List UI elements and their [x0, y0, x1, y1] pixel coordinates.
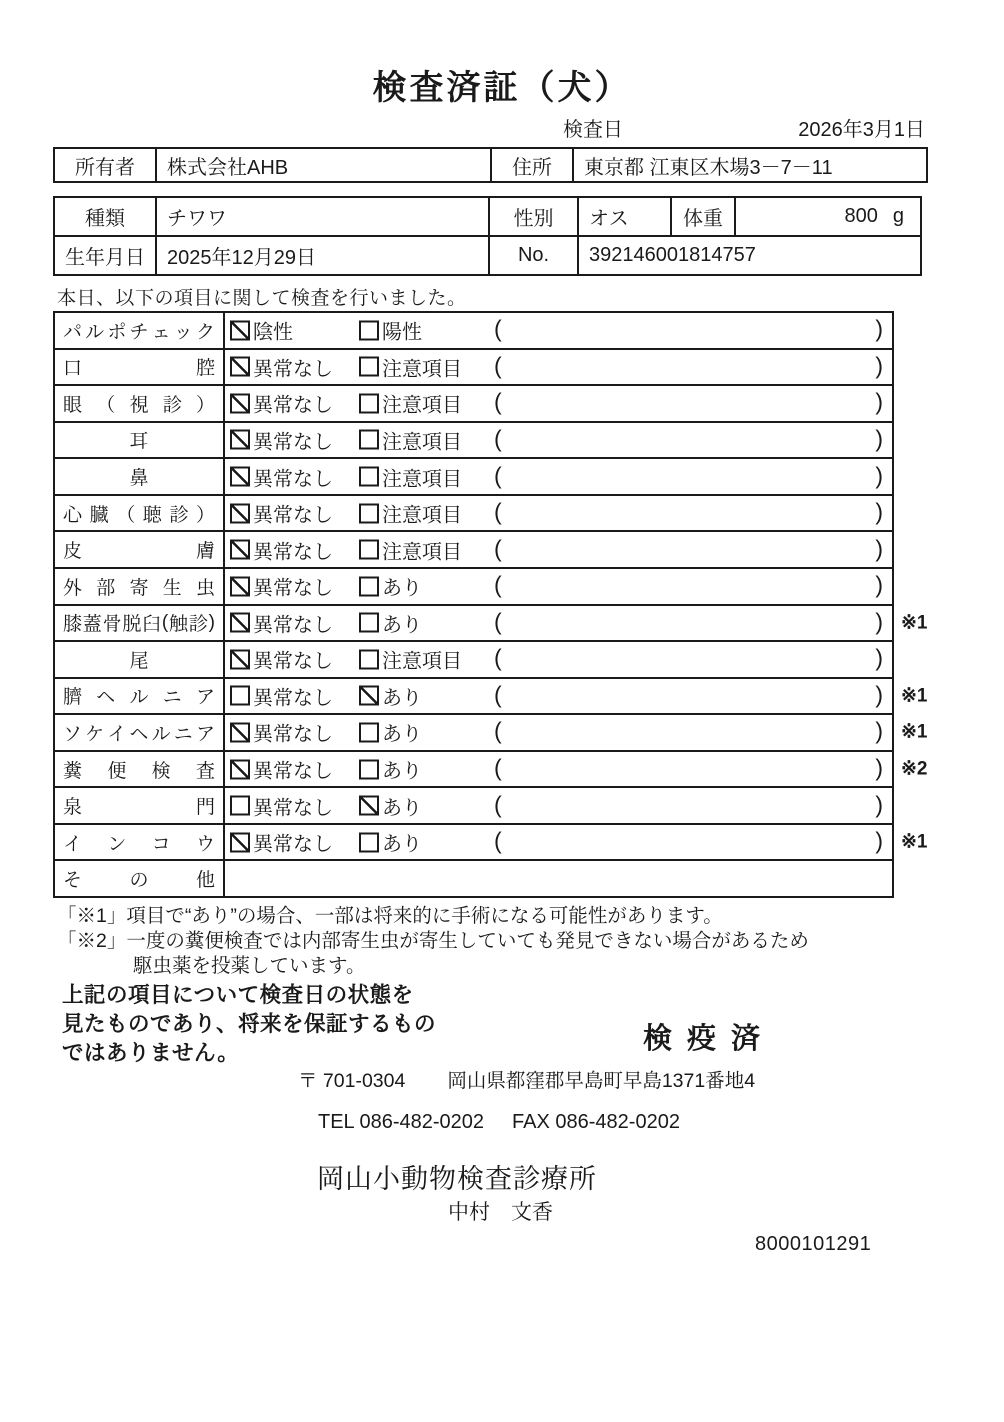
checkbox-label: 注意項目: [382, 650, 462, 673]
clinic-postal-code: 〒 701-0304: [298, 1070, 406, 1092]
exam-item-char: コ: [151, 833, 171, 855]
exam-result-cell: [225, 606, 928, 641]
checkbox-unchecked-icon: [359, 649, 379, 669]
checkbox-label: 注意項目: [382, 504, 462, 527]
checkbox-label: 異常なし: [253, 504, 333, 527]
owner-value: 株式会社AHB: [157, 149, 492, 181]
owner-table: [53, 147, 928, 183]
checklist-row: [55, 861, 892, 896]
disclaimer-line-2: 見たものであり、将来を保証するもの: [62, 1012, 437, 1036]
exam-item-name: [55, 825, 225, 860]
exam-item-char: 臓: [89, 504, 109, 526]
checkbox-unchecked-icon: [359, 503, 379, 523]
checkbox-unchecked-icon: [359, 393, 379, 413]
exam-result-cell: [225, 642, 892, 677]
exam-result-cell: [225, 532, 892, 567]
animal-table: [53, 196, 922, 276]
result-option: [230, 499, 333, 528]
page-title: 検査済証（犬）: [372, 69, 632, 107]
clinic-tel-fax-line: [318, 1111, 680, 1134]
exam-item-char: 腔: [195, 358, 215, 380]
result-option: [230, 535, 333, 564]
checklist-row: [55, 679, 928, 716]
exam-item-char: 心: [63, 504, 83, 526]
open-paren-text: (: [494, 608, 502, 635]
exam-item-name: [55, 496, 225, 531]
exam-item-char: ア: [195, 687, 215, 709]
exam-item-char: 眼: [63, 394, 83, 416]
open-paren-text: (: [494, 681, 502, 708]
exam-item-char: 臼: [142, 614, 162, 636]
exam-result-cell: [225, 752, 928, 787]
exam-item-name: [55, 313, 225, 348]
checkbox-unchecked-icon: [359, 832, 379, 852]
checkbox-checked-icon: [230, 357, 250, 377]
checkbox-checked-icon: [359, 796, 379, 816]
exam-item-char: 寄: [129, 577, 149, 599]
exam-item-char: 部: [96, 577, 116, 599]
checkbox-label: 異常なし: [253, 541, 333, 564]
result-option: [230, 425, 333, 454]
checkbox-checked-icon: [230, 430, 250, 450]
checkbox-label: 異常なし: [253, 614, 333, 637]
checklist-table: [53, 311, 928, 898]
exam-item-char: 門: [195, 797, 215, 819]
checkbox-label: 異常なし: [253, 833, 333, 856]
exam-item-char: イ: [63, 833, 83, 855]
exam-item-char: 蓋: [82, 614, 102, 636]
checkbox-label: あり: [382, 614, 422, 637]
exam-item-name: [55, 788, 225, 823]
checkbox-checked-icon: [230, 576, 250, 596]
exam-item-char: 皮: [63, 541, 83, 563]
checkbox-checked-icon: [230, 320, 250, 340]
close-paren-text: ): [875, 681, 883, 708]
checkbox-label: 注意項目: [382, 468, 462, 491]
checkbox-checked-icon: [359, 686, 379, 706]
close-paren-text: ): [875, 791, 883, 818]
close-paren-text: ): [875, 754, 883, 781]
exam-item-char: (: [161, 611, 169, 633]
clinic-name: 岡山小動物検査診療所: [317, 1164, 597, 1194]
clinic-fax: FAX 086-482-0202: [512, 1111, 680, 1133]
exam-item-char: チ: [129, 321, 149, 343]
close-paren-text: ): [875, 352, 883, 379]
checklist-row: [55, 569, 892, 606]
close-paren-text: ): [875, 461, 883, 488]
checkbox-label: あり: [382, 760, 422, 783]
examiner-name: 中村 文香: [448, 1201, 553, 1224]
checkbox-label: 注意項目: [382, 541, 462, 564]
clinic-tel: TEL 086-482-0202: [318, 1111, 485, 1133]
exam-result-cell: [225, 423, 892, 458]
checkbox-checked-icon: [230, 467, 250, 487]
checkbox-unchecked-icon: [359, 576, 379, 596]
exam-item-char: ニ: [173, 723, 193, 745]
exam-item-char: ン: [107, 833, 127, 855]
checklist-row: [55, 715, 928, 752]
result-option: [359, 791, 422, 820]
breed-label: 種類: [55, 198, 157, 235]
exam-item-char: 検: [151, 760, 171, 782]
disclaimer-text: [62, 981, 436, 1068]
open-paren-text: (: [494, 717, 502, 744]
exam-item-char: ケ: [85, 723, 105, 745]
exam-item-char: 査: [195, 760, 215, 782]
exam-item-char: ヘ: [129, 723, 149, 745]
exam-item-char: 脱: [122, 614, 142, 636]
exam-item-char: ニ: [162, 687, 182, 709]
exam-item-name: [55, 752, 225, 787]
exam-item-name: [55, 350, 225, 385]
intro-text: 本日、以下の項目に関して検査を行いました。: [57, 288, 467, 309]
result-option: [230, 352, 333, 381]
checkbox-label: あり: [382, 797, 422, 820]
weight-unit: g: [892, 205, 904, 227]
exam-item-char: 糞: [63, 760, 83, 782]
reference-mark: ※1: [901, 685, 928, 707]
checkbox-label: あり: [382, 687, 422, 710]
exam-item-name: [55, 679, 225, 714]
checkbox-label: 異常なし: [253, 577, 333, 600]
open-paren-text: (: [494, 571, 502, 598]
checkbox-label: あり: [382, 723, 422, 746]
no-value: 392146001814757: [589, 244, 756, 266]
serial-number: 8000101291: [755, 1233, 872, 1255]
checkbox-checked-icon: [230, 759, 250, 779]
exam-item-char: （: [96, 394, 116, 416]
exam-item-name: [55, 386, 225, 421]
close-paren-text: ): [875, 535, 883, 562]
exam-item-name: [55, 532, 225, 567]
checkbox-unchecked-icon: [359, 430, 379, 450]
open-paren-text: (: [494, 644, 502, 671]
exam-item-name: 鼻: [55, 459, 225, 494]
checkbox-label: 異常なし: [253, 394, 333, 417]
checkbox-checked-icon: [230, 832, 250, 852]
open-paren-text: (: [494, 827, 502, 854]
reference-mark: ※1: [901, 612, 928, 634]
exam-item-char: の: [129, 870, 149, 892]
exam-item-char: 聴: [142, 504, 162, 526]
checkbox-label: 異常なし: [253, 797, 333, 820]
checkbox-unchecked-icon: [359, 540, 379, 560]
breed-value: チワワ: [157, 198, 490, 235]
exam-item-char: ル: [129, 687, 149, 709]
checkbox-label: 注意項目: [382, 358, 462, 381]
reference-mark: ※1: [901, 721, 928, 743]
exam-result-cell: [225, 788, 892, 823]
reference-mark: ※2: [901, 758, 928, 780]
exam-result-cell: [225, 386, 892, 421]
result-option: [230, 718, 333, 747]
exam-result-cell: [225, 459, 892, 494]
checkbox-checked-icon: [230, 393, 250, 413]
checkbox-unchecked-icon: [359, 759, 379, 779]
exam-item-char: 診: [169, 504, 189, 526]
exam-item-char: ク: [195, 321, 215, 343]
checklist-row: [55, 606, 928, 643]
open-paren-text: (: [494, 498, 502, 525]
close-paren-text: ): [875, 315, 883, 342]
result-option: [359, 389, 462, 418]
exam-result-cell: [225, 496, 892, 531]
address-value: 東京都 江東区木場3－7－11: [584, 156, 833, 179]
exam-result-cell: [225, 679, 928, 714]
open-paren-text: (: [494, 388, 502, 415]
checklist-row: [55, 313, 892, 350]
exam-item-char: 視: [129, 394, 149, 416]
checkbox-unchecked-icon: [230, 686, 250, 706]
result-option: [230, 791, 333, 820]
exam-item-char: 診: [188, 614, 208, 636]
clinic-postal-line: [298, 1065, 755, 1093]
exam-item-char: 膚: [195, 541, 215, 563]
checkbox-unchecked-icon: [359, 467, 379, 487]
open-paren-text: (: [494, 315, 502, 342]
close-paren-text: ): [875, 498, 883, 525]
checkbox-label: あり: [382, 577, 422, 600]
result-option: [230, 645, 333, 674]
exam-item-char: 診: [162, 394, 182, 416]
checkbox-unchecked-icon: [359, 357, 379, 377]
exam-item-char: 便: [107, 760, 127, 782]
checklist-row: [55, 423, 892, 460]
exam-item-char: パ: [63, 321, 83, 343]
exam-item-char: 口: [63, 358, 83, 380]
result-option: [230, 462, 333, 491]
result-option: [230, 681, 333, 710]
checklist-row: [55, 788, 892, 825]
checkbox-label: 異常なし: [253, 723, 333, 746]
result-option: [359, 572, 422, 601]
exam-item-name: [55, 606, 225, 641]
footnote-2-continued: 駆虫薬を投薬しています。: [133, 955, 366, 977]
exam-item-name: 尾: [55, 642, 225, 677]
animal-table-row-2: [55, 237, 920, 274]
sex-label: 性別: [490, 198, 579, 235]
exam-item-char: そ: [63, 870, 83, 892]
checkbox-label: 異常なし: [253, 358, 333, 381]
result-option: [359, 425, 462, 454]
checklist-row: [55, 386, 892, 423]
exam-item-char: 外: [63, 577, 83, 599]
checkbox-label: 注意項目: [382, 431, 462, 454]
result-option: [359, 645, 462, 674]
checkbox-checked-icon: [230, 722, 250, 742]
open-paren-text: (: [494, 535, 502, 562]
result-option: [359, 316, 422, 345]
quarantine-stamp: 検疫済: [643, 1023, 776, 1055]
checkbox-unchecked-icon: [230, 796, 250, 816]
result-option: [359, 608, 422, 637]
checkbox-checked-icon: [230, 649, 250, 669]
checkbox-label: 異常なし: [253, 468, 333, 491]
result-option: [230, 389, 333, 418]
reference-mark: ※1: [901, 831, 928, 853]
close-paren-text: ): [875, 388, 883, 415]
exam-item-char: 臍: [63, 687, 83, 709]
checklist-row: [55, 459, 892, 496]
exam-item-char: 触: [169, 614, 189, 636]
footnote-1: 「※1」項目で“あり”の場合、一部は将来的に手術になる可能性があります。: [57, 905, 723, 927]
checkbox-checked-icon: [230, 540, 250, 560]
exam-item-char: ）: [195, 394, 215, 416]
result-option: [359, 718, 422, 747]
exam-item-char: ェ: [151, 321, 171, 343]
exam-date-label: 検査日: [563, 119, 623, 141]
checkbox-label: 陽性: [382, 321, 422, 344]
owner-label: 所有者: [55, 149, 157, 181]
exam-result-cell: [225, 715, 928, 750]
exam-item-char: ）: [195, 504, 215, 526]
result-option: [359, 499, 462, 528]
open-paren-text: (: [494, 791, 502, 818]
exam-item-char: ル: [85, 321, 105, 343]
exam-date-value: 2026年3月1日: [798, 119, 925, 141]
result-option: [359, 828, 422, 857]
exam-item-name: [55, 569, 225, 604]
animal-table-row-1: [55, 198, 920, 237]
checkbox-label: 異常なし: [253, 431, 333, 454]
exam-item-char: ル: [151, 723, 171, 745]
checkbox-unchecked-icon: [359, 320, 379, 340]
result-option: [230, 828, 333, 857]
exam-result-cell: [225, 350, 892, 385]
weight-number: 800: [844, 205, 878, 227]
exam-item-name: [55, 715, 225, 750]
close-paren-text: ): [875, 644, 883, 671]
checklist-row: [55, 752, 928, 789]
exam-item-char: ヘ: [96, 687, 116, 709]
weight-value: [736, 198, 920, 235]
exam-result-cell: [225, 569, 892, 604]
clinic-address: 岡山県都窪郡早島町早島1371番地4: [447, 1070, 756, 1092]
result-option: [359, 681, 422, 710]
result-option: [359, 535, 462, 564]
checkbox-label: 陰性: [253, 321, 293, 344]
checkbox-unchecked-icon: [359, 722, 379, 742]
checklist-row: [55, 532, 892, 569]
checklist-row: [55, 350, 892, 387]
disclaimer-line-1: 上記の項目について検査日の状態を: [62, 983, 414, 1007]
open-paren-text: (: [494, 461, 502, 488]
footnotes: [57, 904, 809, 979]
open-paren-text: (: [494, 425, 502, 452]
close-paren-text: ): [875, 717, 883, 744]
footnote-2: 「※2」一度の糞便検査では内部寄生虫が寄生していても発見できない場合があるため: [57, 930, 809, 952]
exam-item-char: 他: [195, 870, 215, 892]
close-paren-text: ): [875, 425, 883, 452]
checkbox-label: 注意項目: [382, 394, 462, 417]
result-option: [359, 352, 462, 381]
close-paren-text: ): [875, 827, 883, 854]
exam-item-char: 膝: [63, 614, 83, 636]
checkbox-checked-icon: [230, 503, 250, 523]
exam-item-char: ッ: [173, 321, 193, 343]
checkbox-label: 異常なし: [253, 687, 333, 710]
exam-item-char: 泉: [63, 797, 83, 819]
exam-result-cell: [225, 825, 928, 860]
exam-item-name: 耳: [55, 423, 225, 458]
disclaimer-line-3: ではありません。: [62, 1041, 240, 1065]
exam-item-char: 虫: [195, 577, 215, 599]
exam-item-char: 骨: [102, 614, 122, 636]
checklist-row: [55, 642, 892, 679]
checkbox-label: あり: [382, 833, 422, 856]
result-option: [230, 755, 333, 784]
close-paren-text: ): [875, 608, 883, 635]
result-option: [230, 608, 333, 637]
checkbox-checked-icon: [230, 613, 250, 633]
exam-item-char: ウ: [195, 833, 215, 855]
exam-item-name: [55, 861, 225, 896]
open-paren-text: (: [494, 754, 502, 781]
exam-item-char: ): [208, 611, 215, 633]
no-label: No.: [490, 237, 579, 274]
result-option: [230, 572, 333, 601]
weight-label: 体重: [672, 198, 736, 235]
exam-item-char: 生: [162, 577, 182, 599]
checklist-row: [55, 496, 892, 533]
birth-value: 2025年12月29日: [157, 237, 490, 274]
exam-item-char: ポ: [107, 321, 127, 343]
sex-value: オス: [579, 198, 672, 235]
exam-item-char: ア: [195, 723, 215, 745]
exam-result-cell: [225, 861, 892, 896]
close-paren-text: ): [875, 571, 883, 598]
exam-item-char: （: [116, 504, 136, 526]
checkbox-unchecked-icon: [359, 613, 379, 633]
exam-result-cell: [225, 313, 892, 348]
result-option: [359, 462, 462, 491]
birth-label: 生年月日: [55, 237, 157, 274]
open-paren-text: (: [494, 352, 502, 379]
checkbox-label: 異常なし: [253, 760, 333, 783]
address-label: 住所: [492, 149, 574, 181]
checklist-row: [55, 825, 928, 862]
result-option: [359, 755, 422, 784]
exam-item-char: ソ: [63, 723, 83, 745]
result-option: [230, 316, 293, 345]
exam-item-char: イ: [107, 723, 127, 745]
checkbox-label: 異常なし: [253, 650, 333, 673]
